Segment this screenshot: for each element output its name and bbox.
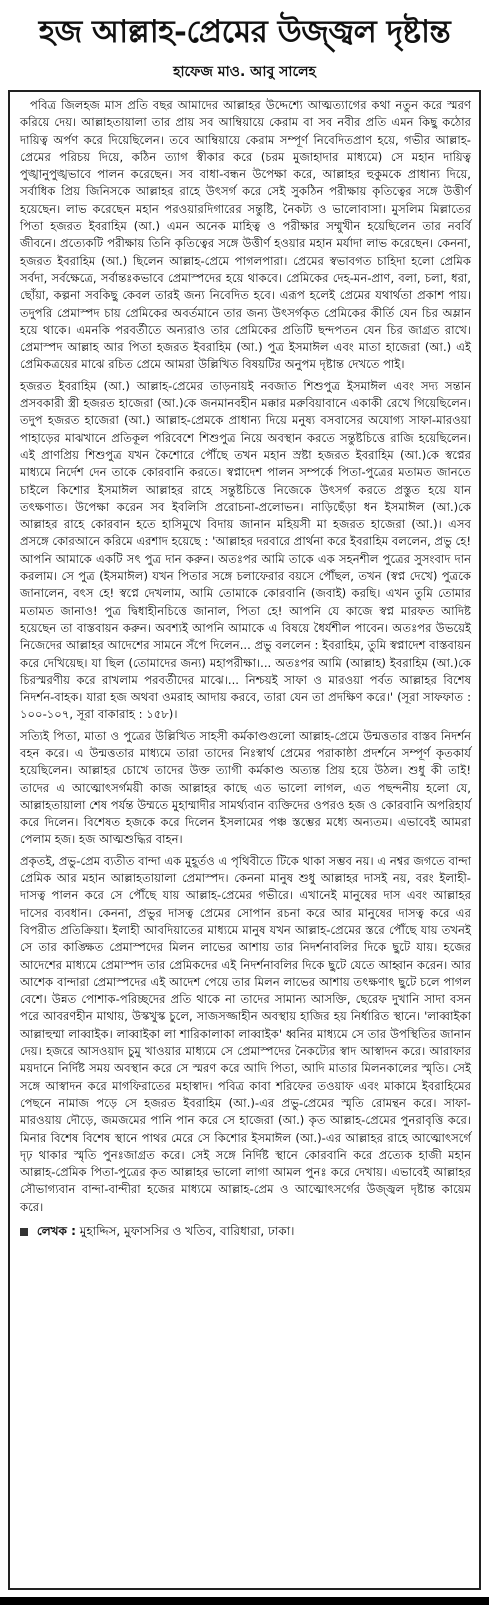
author-text: মুহাদ্দিস, মুফাসসির ও খতিব, বারিধারা, ঢাকা। — [79, 1224, 295, 1238]
paragraph-1: পবিত্র জিলহজ মাস প্রতি বছর আমাদের আল্লাহর উদ্দেশ্যে আত্মত্যাগের কথা নতুন করে স্মরণ করিয়ে দেয়। আল্লাহতায়ালা তার প্রায় সব আম্বিয়ায়ে কেরাম বা সব নবীর প্রতি এমন কিছু কঠোর দায়িত্ব অর্পণ করে দিয়েছিলেন। তবে আম্বিয়ায়ে কেরাম সম্পূর্ণ নিবেদিতপ্রাণ হয়ে, গভীর আল্লাহ-প্রেমের পরিচয় দিয়ে, কঠিন ত্যাগ স্বীকার করে (চরম মুজাহাদার মাধ্যমে) সে মহান দায়িত্ব পুঙ্খানুপুঙ্খভাবে পালন করেছেন। সব বাধা-বন্ধন উপেক্ষা করে, আল্লাহর হুকুমকে প্রাধান্য দিয়ে, সর্বাধিক প্রিয় জিনিসকে আল্লাহর রাহে উৎসর্গ করে সেই সুকঠিন পরীক্ষায় কৃতিত্বের সঙ্গে উত্তীর্ণ হয়েছেন। লাভ করেছেন মহান পরওয়ারদিগারের সন্তুষ্টি, নৈকট্য ও ভালোবাসা। মুসলিম মিল্লাতের পিতা হজরত ইবরাহিম (আ.) এমন অনেক মাহিত্ব ও পরীক্ষার সম্মুখীন হয়েছিলেন তার নবর্বি জীবনে। প্রত্যেকটি পরীক্ষায় তিনি কৃতিত্বের সঙ্গে উত্তীর্ণ হওয়ার মহান মর্যাদা লাভ করেছেন। কেননা, হজরত ইবরাহিম (আ.) ছিলেন আল্লাহ-প্রেমে পাগলপারা। প্রেমের স্বভাবগত চাহিদা হলো প্রেমিক সর্বদা, সর্বক্ষেত্রে, সর্বান্তঃকভাবে প্রেমাস্পদের হয়ে থাকবে। প্রেমিকের দেহ-মন-প্রাণ, বলা, চলা, ধরা, ছোঁয়া, কল্পনা সবকিছু কেবল তারই জন্য নিবেদিত হবে। এরূপ হলেই প্রেমের যথার্থতা প্রকাশ পায়। তদুপরি প্রেমাস্পদ চায় প্রেমিকের অবর্তমানে তার জন্য উৎসর্গকৃত প্রেমিকের কীর্তি যেন চির অম্লান হয়ে থাকে। এমনকি পরবর্তীতে অন্যরাও তার প্রেমিকের প্রতিটি ছন্দপতন যেন চির জাগ্রত রাখে। প্রেমাস্পদ আল্লাহ আর পিতা হজরত ইবরাহিম (আ.) পুত্র ইসমাঈল এবং মাতা হাজেরা (আ.) এই প্রেমিকত্রয়ের মাঝে রচিত প্রেমে আমরা উল্লিখিত বিষয়টির অনুপম দৃষ্টান্ত দেখতে পাই। — [20, 98, 471, 372]
headline: হজ আল্লাহ-প্রেমের উজ্জ্বল দৃষ্টান্ত — [38, 14, 451, 50]
square-bullet-icon — [20, 1228, 28, 1236]
paragraph-4: প্রকৃতই, প্রভু-প্রেম ব্যতীত বান্দা এক মুহূর্তও এ পৃথিবীতে টিকে থাকা সম্ভব নয়। এ নশ্বর জগতে বান্দা প্রেমিক আর মহান আল্লাহতায়ালা প্রেমাস্পদ। কেননা মানুষ শুধু আল্লাহর দাসই নয়, বরং ইলাহী-দাসত্ব পালন করে সে পৌঁছে যায় আল্লাহ-প্রেমের গভীরে। এখানেই মানুষের দাস এবং আল্লাহর দাসের ব্যবধান। কেননা, প্রভুর দাসত্ব প্রেমের সোপান রচনা করে আর মানুষের দাসত্ব করে এর বিপরীত প্রতিক্রিয়া। ইলাহী আবদিয়াতের মাধ্যমে মানুষ যখন আল্লাহ-প্রেমের স্তরে পৌঁছে যায় তখনই সে তার কাঙ্ক্ষিত প্রেমাস্পদের মিলন লাভের আশায় তার নিদর্শনাবলির দিকে ছুটে যায়। হজের আদেশের মাধ্যমে প্রেমাস্পদ তার প্রেমিকদের এই নিদর্শনাবলির দিকে ছুটে যেতে আহ্বান করেন। আর আশেক বান্দারা প্রেমাস্পদের এই আদেশ পেয়ে তার মিলন লাভের আশায় তৎক্ষণাৎ ছুটে চলে পাগল বেশে। উন্নত পোশাক-পরিচ্ছদের প্রতি থাকে না তাদের সামান্য আসক্তি, ছেরেফ দুখানি সাদা বসন পরে আবরণহীন মাথায়, উস্কখুস্ক চুলে, সাজসজ্জাহীন অবস্থায় হাজির হয় নির্ধারিত স্থানে। 'লাব্বাইকা আল্লাহুম্মা লাব্বাইক। লাব্বাইকা লা শারিকালাকা লাব্বাইক' ধ্বনির মাধ্যমে সে তার উপস্থিতির জানান দেয়। হজরে আসওয়াদ চুমু খাওয়ার মাধ্যমে সে প্রেমাস্পদের নৈকট্যের স্বাদ আস্বাদন করে। আরাফার ময়দানে নির্দিষ্ট সময় অবস্থান করে সে স্মরণ করে আদি পিতা, আদি মাতার মিলনকালের স্মৃতি। সেই সঙ্গে আস্বাদন করে মাগফিরাতের মহাস্বাদ। পবিত্র কাবা শরিফের তওয়াফ এবং মাকামে ইবরাহিমের পেছনে নামাজ পড়ে সে হজরত ইবরাহিম (আ.)-এর প্রভু-প্রেমের স্মৃতি রোমন্থন করে। সাফা-মারওয়ায় দৌড়ে, জমজমের পানি পান করে সে হাজেরা (আ.) কৃত আল্লাহ-প্রেমের পুনরাবৃত্তি করে। মিনার বিশেষ বিশেষ স্থানে পাথর মেরে সে কিশোর ইসমাঈল (আ.)-এর আল্লাহর রাহে আত্মোৎসর্গে দৃঢ় থাকার স্মৃতি পুনঃজাগ্রত করে। সেই সঙ্গে নির্দিষ্ট স্থানে কোরবানি করে প্রত্যেক হাজী মহান আল্লাহ-প্রেমিক পিতা-পুত্রের কৃত আল্লাহর ভালো লাগা আমল পুনঃ করে দেখায়। এভাবেই আল্লাহর সৌভাগ্যবান বান্দা-বান্দীরা হজের মাধ্যমে আল্লাহ-প্রেম ও আত্মোৎসর্গের উজ্জ্বল দৃষ্টান্ত কায়েম করে। — [20, 853, 471, 1214]
paragraph-3: সত্যিই পিতা, মাতা ও পুত্রের উল্লিখিত সাহসী কর্মকাণ্ডগুলো আল্লাহ-প্রেমে উন্মত্ততার বাস্তব নিদর্শন বহন করে। এ উন্মত্ততার মাধ্যমে তারা তাদের নিঃস্বার্থ প্রেমের পরাকাষ্ঠা প্রদর্শনে সম্পূর্ণ কৃতকার্য হয়েছিলেন। আল্লাহর চোখে তাদের উক্ত ত্যাগী কর্মকাণ্ড অত্যন্ত প্রিয় হয়ে উঠল। শুধু কী তাই! তাদের এ আত্মোৎসর্গময়ী কাজ আল্লাহর কাছে এত ভালো লাগল, এত পছন্দনীয় হলো যে, আল্লাহতায়ালা শেষ পর্যন্ত উম্মতে মুহাম্মাদীর সামর্থ্যবান ব্যক্তিদের ওপরও হজ ও কোরবানি অপরিহার্য করে দিলেন। বিশেষত হজকে করে দিলেন ইসলামের পঞ্চ স্তম্ভের মধ্যে অন্যতম। এভাবেই আমরা পেলাম হজ। হজ আত্মশুদ্ধির বাহন। — [20, 728, 471, 847]
author-label: লেখক : — [36, 1224, 76, 1238]
article-box — [8, 90, 481, 1590]
byline: হাফেজ মাও. আবু সালেহ — [173, 64, 316, 80]
author-credit — [20, 1222, 471, 1240]
bottom-rule — [0, 1597, 489, 1605]
paragraph-2: হজরত ইবরাহিম (আ.) আল্লাহ-প্রেমের তাড়নায়ই নবজাত শিশুপুত্র ইসমাঈল এবং সদ্য সন্তান প্রসবকারী স্ত্রী হজরত হাজেরা (আ.)কে জনমানবহীন মক্কার মরুবিয়াবানে একাকী রেখে গিয়েছিলেন। তদুপ হজরত হাজেরা (আ.) আল্লাহ-প্রেমকে প্রাধান্য দিয়ে মনুষ্য বসবাসের অযোগ্য সাফা-মারওয়া পাহাড়ের মাঝখানে প্রতিকূল পরিবেশে শিশুপুত্র নিয়ে অবস্থান করতে সন্তুষ্টচিত্তে রাজি হয়েছিলেন। এই প্রাণপ্রিয় শিশুপুত্র যখন কৈশোরে পৌঁছে তখন মহান স্রষ্টা হজরত ইবরাহিম (আ.)কে স্বপ্নের মাধ্যমে নির্দেশ দেন তাকে কোরবানি করতে। স্বপ্নাদেশ পালন সম্পর্কে পিতা-পুত্রের মতামত জানতে চাইলে কিশোর ইসমাঈল আল্লাহর রাহে সন্তুষ্টচিত্তে নিজেকে উৎসর্গ করতে প্রস্তুত হয়ে যান তৎক্ষণাত। উপেক্ষা করেন সব ইবলিসি প্ররোচনা-প্রলোভন। নাড়িছেঁড়া ধন ইসমাঈল (আ.)কে আল্লাহর রাহে কোরবান হতে হাসিমুখে বিদায় জানান মহিয়সী মা হজরত হাজেরা (আ.)। এসব প্রসঙ্গে কোরআনে করিমে এরশাদ হয়েছে : 'আল্লাহর দরবারে প্রার্থনা করে ইবরাহিম বললেন, প্রভু হে! আপনি আমাকে একটি সৎ পুত্র দান করুন। অতঃপর আমি তাকে এক সহনশীল পুত্রের সুসংবাদ দান করলাম। সে পুত্র (ইসমাঈল) যখন পিতার সঙ্গে চলাফেরার বয়সে পৌঁছল, তখন (স্বপ্ন দেখে) পুত্রকে জানালেন, বৎস হে! স্বপ্নে দেখলাম, আমি তোমাকে কোরবানি (জবাই) করছি। এখন তুমি তোমার মতামত জানাও! পুত্র দ্বিধাহীনচিত্তে জানাল, পিতা হে! আপনি যে কাজে স্বপ্ন মারফত আদিষ্ট হয়েছেন তা বাস্তবায়ন করুন। অবশ্যই আপনি আমাকে এ বিষয়ে ধৈর্যশীল পাবেন। অতঃপর উভয়েই নিজেদের আল্লাহর আদেশের সামনে সঁপে দিলেন... প্রভু বললেন : ইবরাহিম, তুমি স্বপ্নাদেশ বাস্তবায়ন করে দেখিয়েছ। যা ছিল (তোমাদের জন্য) মহাপরীক্ষা।... অতঃপর আমি (আল্লাহ) ইবরাহিম (আ.)কে চিরস্মরণীয় করে রাখলাম পরবর্তীদের মাঝে।... নিশ্চয়ই সাফা ও মারওয়া পর্বত আল্লাহর বিশেষ নিদর্শন-বাহক। যারা হজ অথবা ওমরাহ আদায় করবে, তারা যেন তা প্রদক্ষিণ করে।' (সূরা সাফফাত : ১০০-১০৭, সূরা বাকারাহ : ১৫৮)। — [20, 378, 471, 722]
